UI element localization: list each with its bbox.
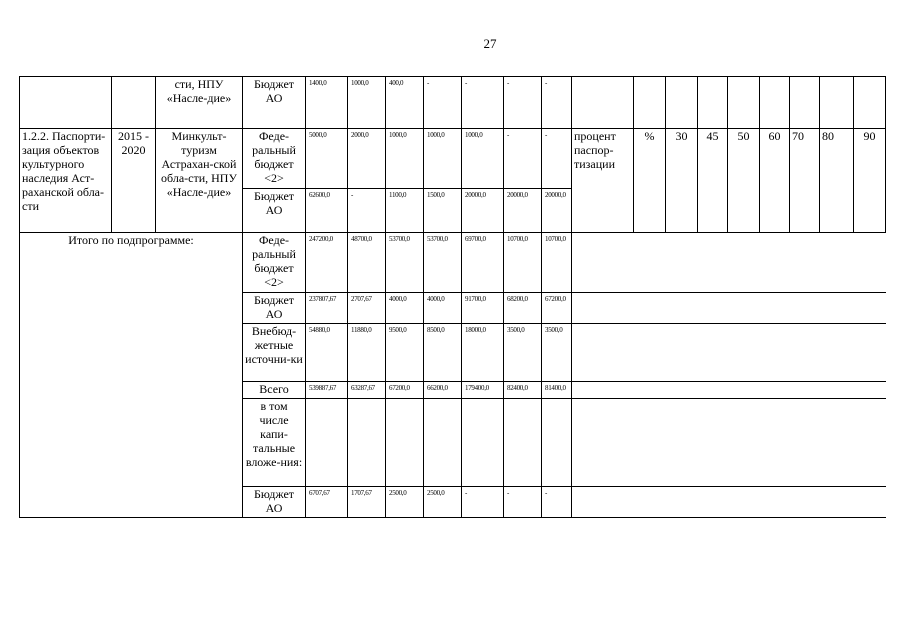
value-cell: 20000,0 bbox=[542, 189, 572, 233]
executor-cell: Минкульт-туризм Астрахан-ской обла-сти, НПУ «Насле-дие» bbox=[156, 129, 243, 233]
value-cell: 4000,0 bbox=[386, 293, 424, 324]
value-cell: 400,0 bbox=[386, 77, 424, 129]
value-cell: 2000,0 bbox=[348, 129, 386, 189]
value-cell: - bbox=[504, 129, 542, 189]
value-cell: - bbox=[542, 129, 572, 189]
target-cell: 30 bbox=[666, 129, 698, 233]
source-cell: Феде-ральный бюджет <2> bbox=[243, 233, 306, 293]
value-cell bbox=[424, 399, 462, 487]
value-cell: 10700,0 bbox=[504, 233, 542, 293]
value-cell: 1500,0 bbox=[424, 189, 462, 233]
value-cell: 2500,0 bbox=[386, 487, 424, 518]
value-cell: - bbox=[462, 77, 504, 129]
code-name-cell: 1.2.2. Паспорти-зация объектов культурного наследия Аст-раханской обла-сти bbox=[20, 129, 112, 233]
value-cell: - bbox=[542, 487, 572, 518]
table-row bbox=[20, 129, 886, 189]
value-cell: 68200,0 bbox=[504, 293, 542, 324]
target-cell: 80 bbox=[820, 129, 854, 233]
target-cell: 50 bbox=[728, 129, 760, 233]
source-cell: Бюджет АО bbox=[243, 487, 306, 518]
target-cell: 60 bbox=[760, 129, 790, 233]
target-cell: 45 bbox=[698, 129, 728, 233]
value-cell: 81400,0 bbox=[542, 382, 572, 399]
empty-cell bbox=[572, 293, 886, 324]
value-cell: 3500,0 bbox=[504, 324, 542, 382]
source-cell: Бюджет АО bbox=[243, 189, 306, 233]
value-cell: 69700,0 bbox=[462, 233, 504, 293]
value-cell: 53700,0 bbox=[424, 233, 462, 293]
source-cell: Внебюд-жетные источни-ки bbox=[243, 324, 306, 382]
target-cell bbox=[790, 77, 820, 129]
value-cell: - bbox=[424, 77, 462, 129]
empty-cell bbox=[572, 382, 886, 399]
value-cell: - bbox=[542, 77, 572, 129]
value-cell: 18000,0 bbox=[462, 324, 504, 382]
value-cell: 48700,0 bbox=[348, 233, 386, 293]
value-cell bbox=[386, 399, 424, 487]
value-cell: 3500,0 bbox=[542, 324, 572, 382]
table-row bbox=[20, 77, 886, 129]
value-cell: 20000,0 bbox=[462, 189, 504, 233]
empty-cell bbox=[572, 324, 886, 382]
value-cell: 247200,0 bbox=[306, 233, 348, 293]
value-cell: - bbox=[504, 487, 542, 518]
source-cell: Всего bbox=[243, 382, 306, 399]
value-cell bbox=[504, 399, 542, 487]
target-cell bbox=[854, 77, 886, 129]
value-cell: 1000,0 bbox=[424, 129, 462, 189]
years-cell: 2015 - 2020 bbox=[112, 129, 156, 233]
source-cell: в том числе капи-тальные вложе-ния: bbox=[243, 399, 306, 487]
source-cell: Бюджет АО bbox=[243, 293, 306, 324]
value-cell: 11880,0 bbox=[348, 324, 386, 382]
value-cell bbox=[462, 399, 504, 487]
program-table bbox=[19, 76, 886, 518]
value-cell: 2500,0 bbox=[424, 487, 462, 518]
value-cell: 4000,0 bbox=[424, 293, 462, 324]
value-cell bbox=[542, 399, 572, 487]
value-cell: 8500,0 bbox=[424, 324, 462, 382]
value-cell: 5000,0 bbox=[306, 129, 348, 189]
value-cell: - bbox=[348, 189, 386, 233]
value-cell: 1000,0 bbox=[386, 129, 424, 189]
value-cell: 67200,0 bbox=[542, 293, 572, 324]
value-cell: - bbox=[504, 77, 542, 129]
value-cell bbox=[348, 399, 386, 487]
value-cell: 1400,0 bbox=[306, 77, 348, 129]
unit-cell: % bbox=[634, 129, 666, 233]
source-cell: Бюджет АО bbox=[243, 77, 306, 129]
empty-cell bbox=[572, 399, 886, 487]
value-cell: 1100,0 bbox=[386, 189, 424, 233]
target-cell bbox=[728, 77, 760, 129]
value-cell: 539887,67 bbox=[306, 382, 348, 399]
table-row bbox=[20, 233, 886, 293]
target-cell bbox=[666, 77, 698, 129]
value-cell: - bbox=[462, 487, 504, 518]
value-cell: 9500,0 bbox=[386, 324, 424, 382]
empty-cell bbox=[572, 233, 886, 293]
value-cell: 1707,67 bbox=[348, 487, 386, 518]
page-number: 27 bbox=[483, 36, 497, 51]
value-cell: 91700,0 bbox=[462, 293, 504, 324]
value-cell: 82400,0 bbox=[504, 382, 542, 399]
value-cell: 1000,0 bbox=[348, 77, 386, 129]
value-cell: 63287,67 bbox=[348, 382, 386, 399]
value-cell: 20000,0 bbox=[504, 189, 542, 233]
unit-cell bbox=[634, 77, 666, 129]
target-cell bbox=[760, 77, 790, 129]
value-cell: 10700,0 bbox=[542, 233, 572, 293]
executor-cell: сти, НПУ «Насле-дие» bbox=[156, 77, 243, 129]
value-cell: 179400,0 bbox=[462, 382, 504, 399]
value-cell: 66200,0 bbox=[424, 382, 462, 399]
target-cell bbox=[698, 77, 728, 129]
indicator-cell: процент паспор-тизации bbox=[572, 129, 634, 233]
value-cell: 1000,0 bbox=[462, 129, 504, 189]
target-cell: 70 bbox=[790, 129, 820, 233]
value-cell: 2707,67 bbox=[348, 293, 386, 324]
value-cell: 54880,0 bbox=[306, 324, 348, 382]
value-cell: 6707,67 bbox=[306, 487, 348, 518]
value-cell: 53700,0 bbox=[386, 233, 424, 293]
total-label-cell: Итого по подпрограмме: bbox=[20, 233, 243, 518]
code-name-cell bbox=[20, 77, 112, 129]
indicator-cell bbox=[572, 77, 634, 129]
value-cell bbox=[306, 399, 348, 487]
target-cell bbox=[820, 77, 854, 129]
empty-cell bbox=[572, 487, 886, 518]
value-cell: 237807,67 bbox=[306, 293, 348, 324]
source-cell: Феде-ральный бюджет <2> bbox=[243, 129, 306, 189]
value-cell: 67200,0 bbox=[386, 382, 424, 399]
years-cell bbox=[112, 77, 156, 129]
target-cell: 90 bbox=[854, 129, 886, 233]
value-cell: 62600,0 bbox=[306, 189, 348, 233]
